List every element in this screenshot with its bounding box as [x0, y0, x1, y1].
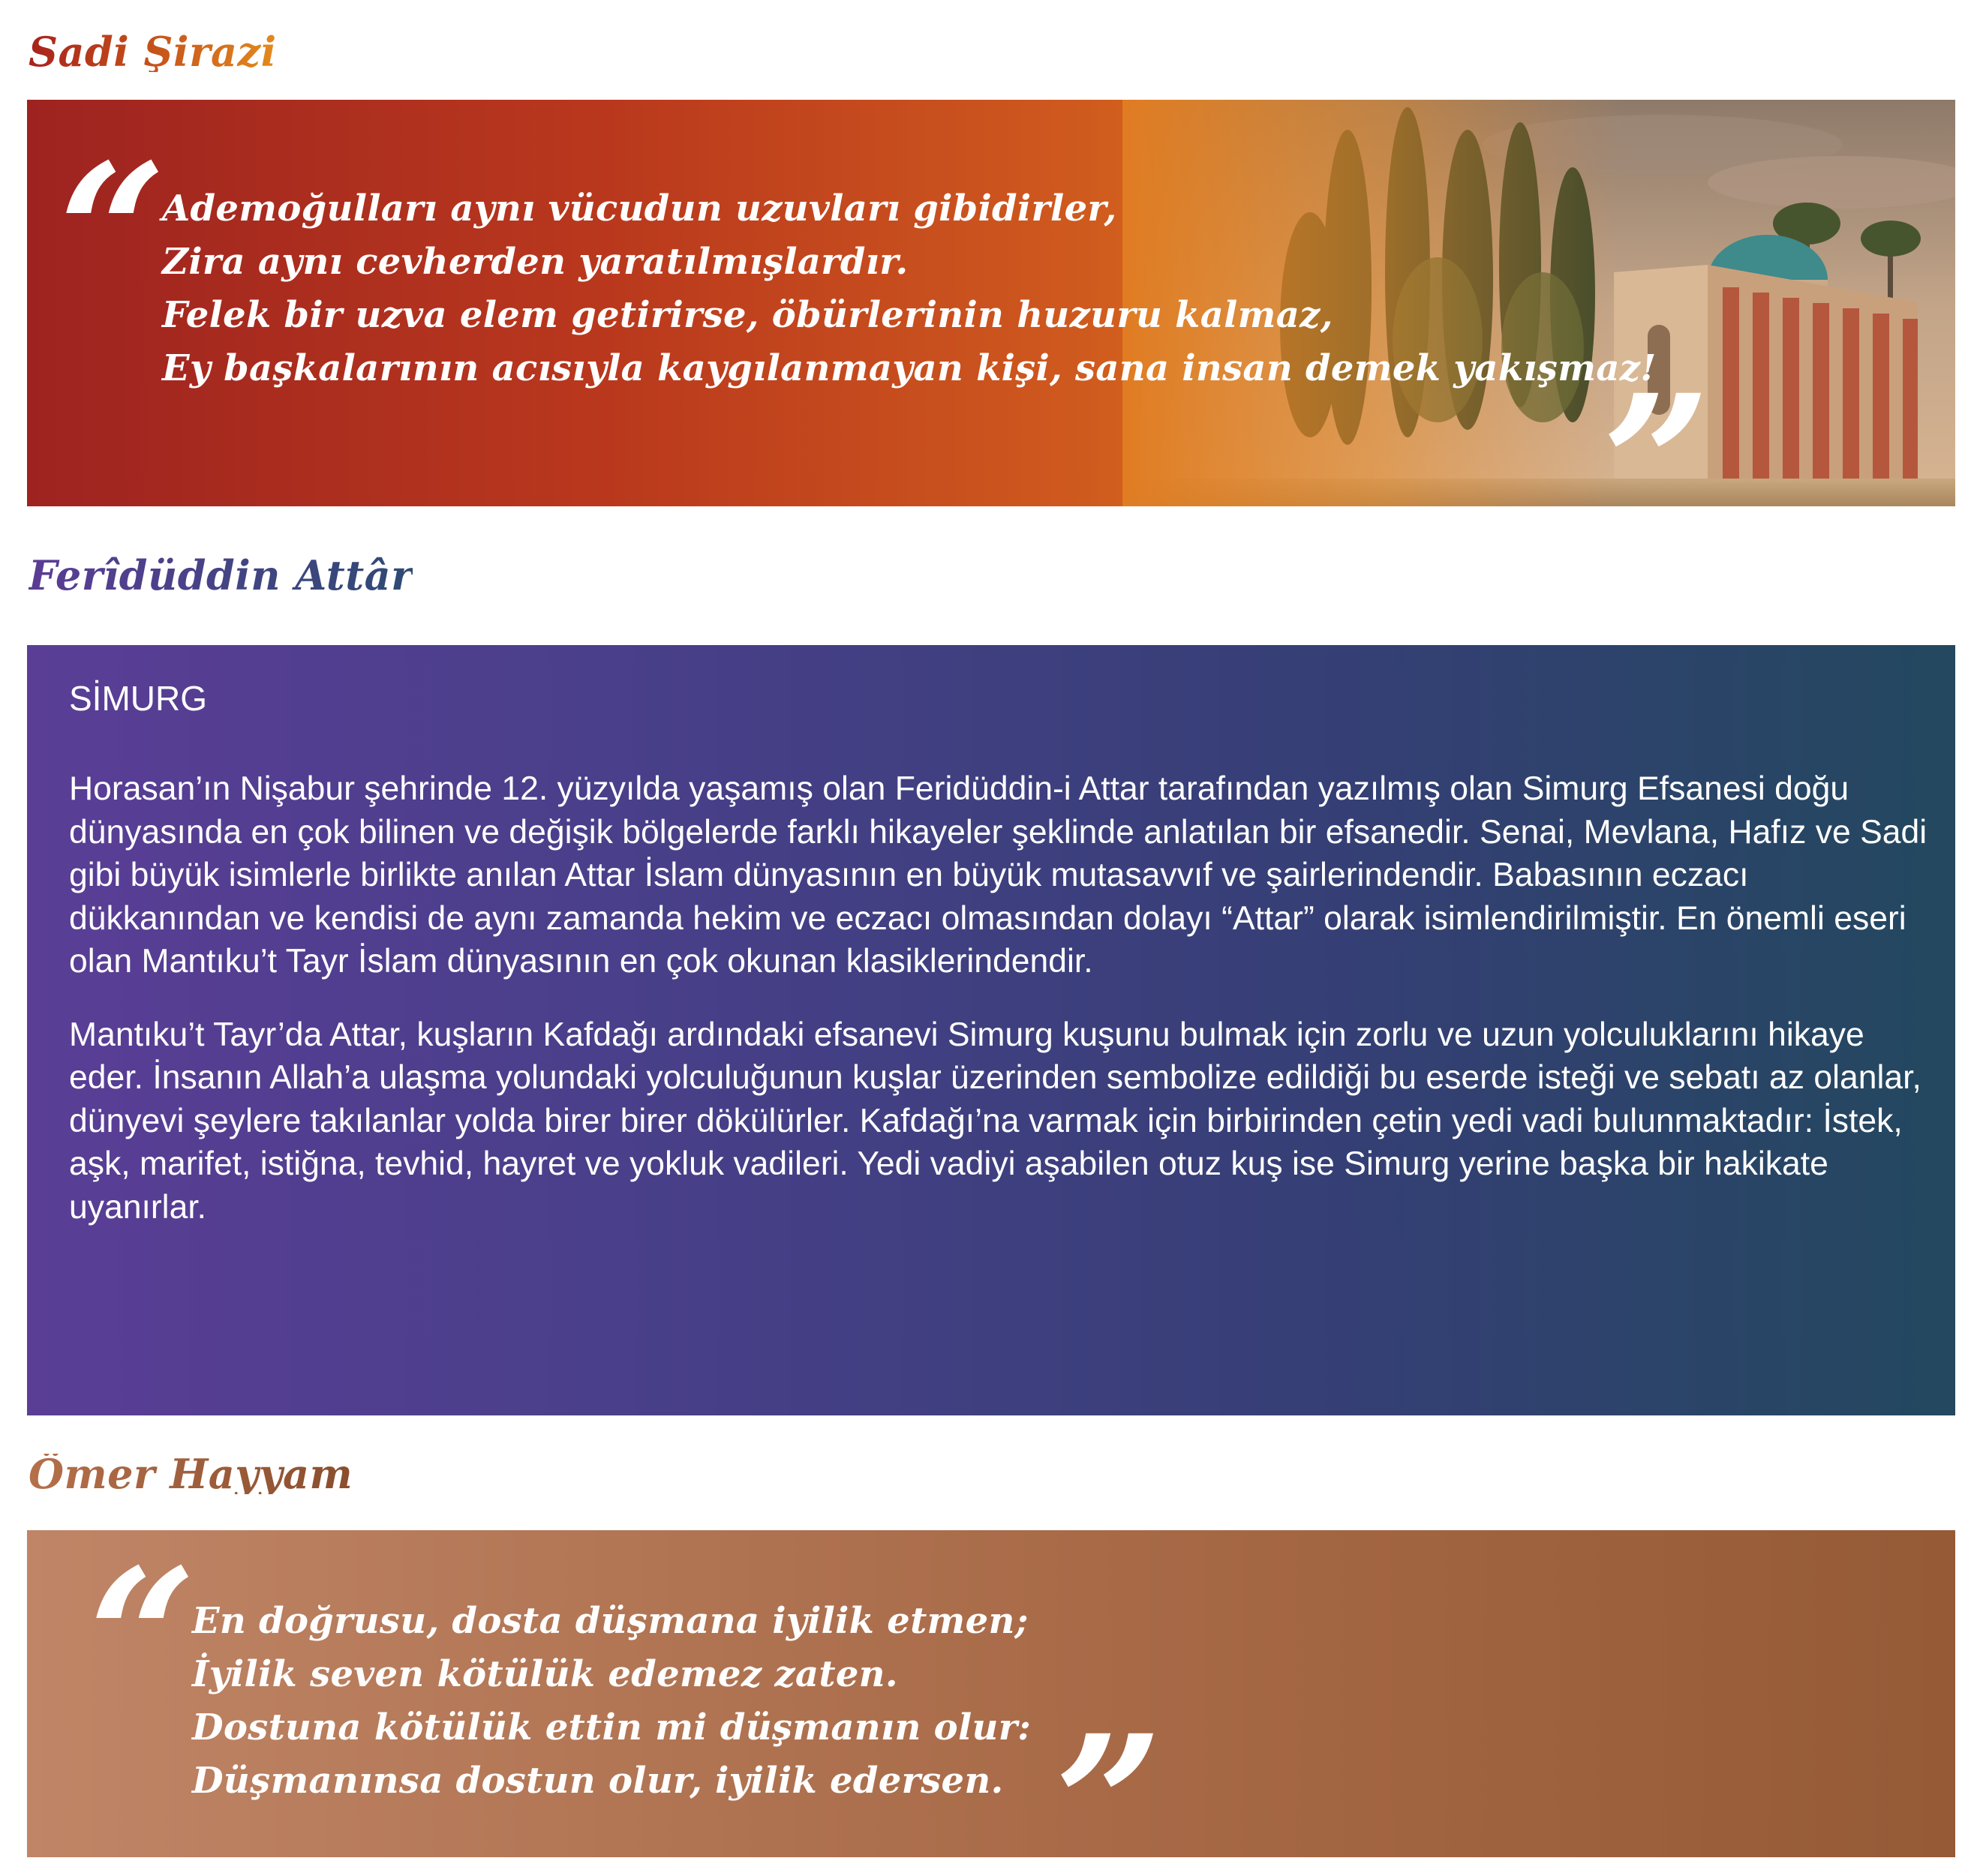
section-heading-sadi: Sadi Şirazi: [29, 28, 277, 76]
quote-line: En doğrusu, dosta düşmana iyilik etmen;: [192, 1600, 1029, 1642]
open-quote-icon: “: [59, 122, 167, 343]
quote-line: İyilik seven kötülük edemez zaten.: [192, 1653, 898, 1695]
paragraph: Mantıku’t Tayr’da Attar, kuşların Kafdağı ardındaki efsanevi Simurg kuşunu bulmak için zorlu ve uzun yolculuklarını hikaye eder. İnsanın Allah’a ulaşma yolundaki yolculuğunun kuşlar üzerinden sembolize edildiği bu eserde isteği ve sebatı az olanlar, dünyevi şeylere takılanlar yolda birer birer dökülürler. Kafdağı’na varmak için birbirinden çetin yedi vadi bulunmaktadır: İstek, aşk, marifet, istiğna, tevhid, hayret ve yokluk vadileri. Yedi vadiyi aşabilen otuz kuş ise Simurg yerine başka bir hakikate uyanırlar.: [69, 1016, 1921, 1226]
attar-body-text: [69, 767, 1930, 1229]
sadi-quote-panel: [27, 100, 1955, 506]
hayyam-quote-panel: [27, 1530, 1955, 1857]
attar-text-panel: [27, 645, 1955, 1415]
section-heading-hayyam: Ömer Hayyam: [29, 1450, 353, 1498]
sadi-quote-text: [162, 182, 1657, 395]
section-heading-attar: Ferîdüddin Attâr: [29, 551, 413, 599]
quote-line: Ademoğulları aynı vücudun uzuvları gibidirler,: [162, 188, 1117, 230]
quote-line: Felek bir uzva elem getirirse, öbürlerinin huzuru kalmaz,: [162, 294, 1333, 336]
quote-line: Düşmanınsa dostun olur, iyilik edersen.: [192, 1760, 1004, 1802]
quote-line: Ey başkalarının acısıyla kaygılanmayan kişi, sana insan demek yakışmaz!: [162, 347, 1657, 389]
hayyam-quote-text: [192, 1595, 1031, 1808]
paragraph: Horasan’ın Nişabur şehrinde 12. yüzyılda yaşamış olan Feridüddin-i Attar tarafından yazılmış olan Simurg Efsanesi doğu dünyasında en çok bilinen ve değişik bölgelerde farklı hikayeler şeklinde anlatılan bir efsanedir. Senai, Mevlana, Hafız ve Sadi gibi büyük isimlerle birlikte anılan Attar İslam dünyasının en büyük mutasavvıf ve şairlerindendir. Babasının eczacı dükkanından ve kendisi de aynı zamanda hekim ve eczacı olmasından dolayı “Attar” olarak isimlendirilmiştir. En önemli eseri olan Mantıku’t Tayr İslam dünyasının en çok okunan klasiklerindendir.: [69, 770, 1927, 980]
close-quote-icon: ”: [1603, 353, 1711, 506]
open-quote-icon: “: [89, 1530, 197, 1748]
quote-line: Dostuna kötülük ettin mi düşmanın olur:: [192, 1706, 1032, 1748]
quote-line: Zira aynı cevherden yaratılmışlardır.: [162, 241, 909, 283]
simurg-title: SİMURG: [69, 679, 207, 718]
close-quote-icon: ”: [1055, 1694, 1163, 1857]
